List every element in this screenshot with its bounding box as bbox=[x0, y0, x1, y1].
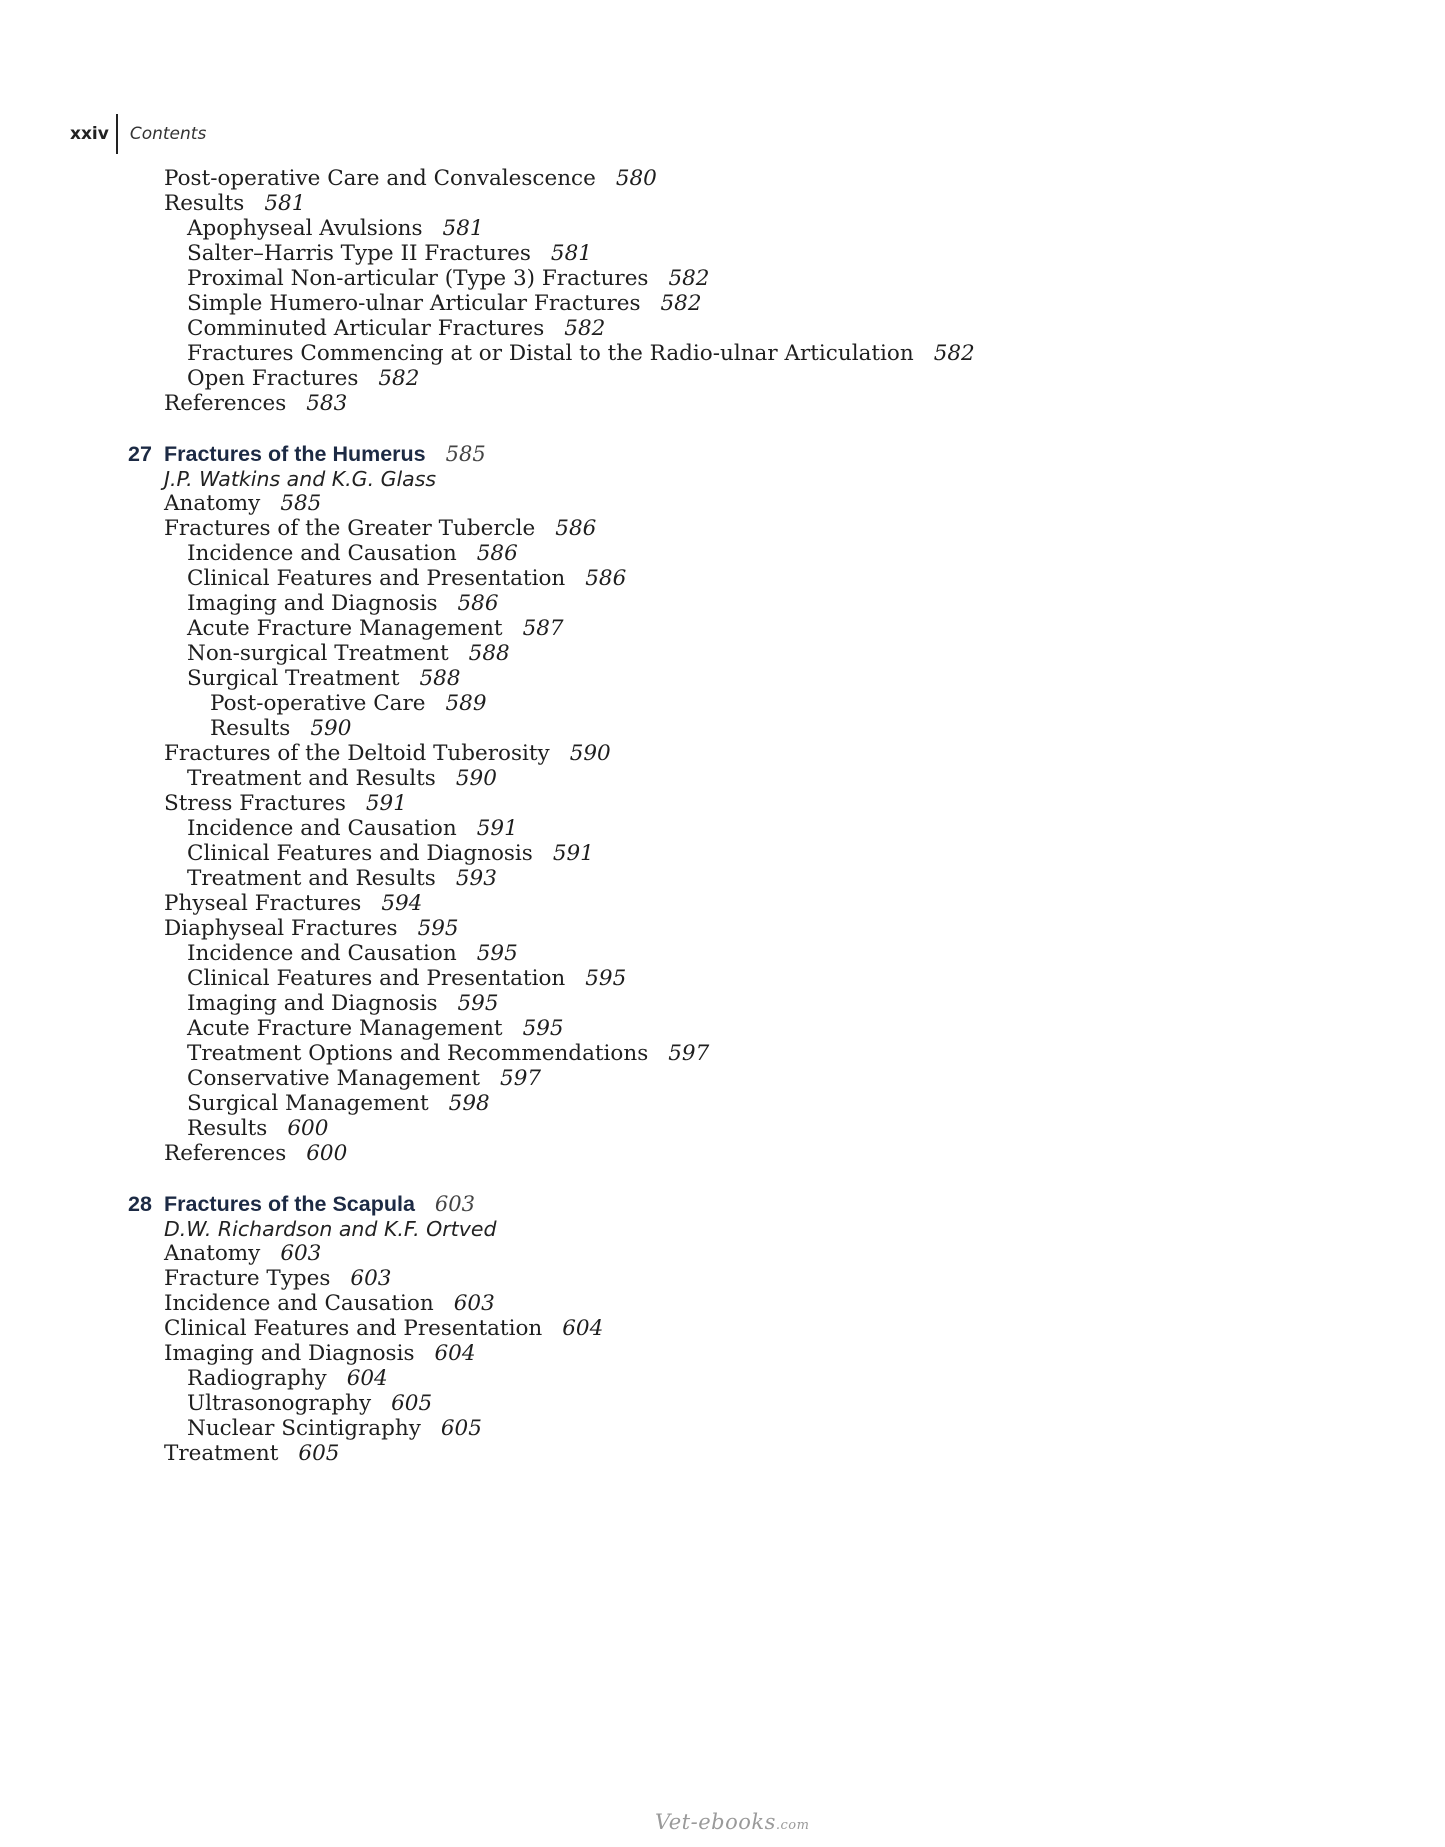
toc-entry[interactable]: Surgical Management 598 bbox=[187, 1091, 490, 1116]
chapter-title: Fractures of the Humerus bbox=[164, 442, 426, 466]
toc-entry[interactable]: Acute Fracture Management 595 bbox=[187, 1016, 564, 1041]
toc-entry[interactable]: Anatomy 585 bbox=[164, 491, 322, 516]
toc-entry[interactable]: Treatment Options and Recommendations 597 bbox=[187, 1041, 710, 1066]
toc-entry[interactable]: Physeal Fractures 594 bbox=[164, 891, 423, 916]
running-header bbox=[70, 114, 206, 154]
toc-entry[interactable]: Imaging and Diagnosis 586 bbox=[187, 591, 499, 616]
toc-entry[interactable]: Diaphyseal Fractures 595 bbox=[164, 916, 459, 941]
toc-entry[interactable]: Treatment 605 bbox=[164, 1441, 340, 1466]
toc-entry[interactable]: References 600 bbox=[164, 1141, 348, 1166]
toc-entry[interactable]: Clinical Features and Diagnosis 591 bbox=[187, 841, 594, 866]
toc-entry[interactable]: Incidence and Causation 591 bbox=[187, 816, 518, 841]
toc-entry[interactable]: Treatment and Results 593 bbox=[187, 866, 497, 891]
toc-entry[interactable]: Clinical Features and Presentation 604 bbox=[164, 1316, 604, 1341]
toc-entry[interactable]: Comminuted Articular Fractures 582 bbox=[187, 316, 606, 341]
toc-entry[interactable]: Stress Fractures 591 bbox=[164, 791, 407, 816]
toc-entry[interactable]: Fractures Commencing at or Distal to the Radio-ulnar Articulation 582 bbox=[187, 341, 975, 366]
page-number: xxiv bbox=[70, 124, 109, 144]
chapter-page: 585 bbox=[445, 442, 486, 466]
toc-entry[interactable]: Clinical Features and Presentation 595 bbox=[187, 966, 627, 991]
chapter-number: 27 bbox=[128, 442, 152, 466]
toc-entry[interactable]: Salter–Harris Type II Fractures 581 bbox=[187, 241, 592, 266]
toc-entry[interactable]: Fracture Types 603 bbox=[164, 1266, 392, 1291]
toc-entry[interactable]: Open Fractures 582 bbox=[187, 366, 420, 391]
toc-entry[interactable]: Results 581 bbox=[164, 191, 306, 216]
toc-entry[interactable]: Treatment and Results 590 bbox=[187, 766, 497, 791]
chapter-page: 603 bbox=[434, 1192, 475, 1216]
toc-entry[interactable]: Anatomy 603 bbox=[164, 1241, 322, 1266]
chapter-title: Fractures of the Scapula bbox=[164, 1192, 415, 1216]
chapter-number: 28 bbox=[128, 1192, 152, 1216]
toc-entry[interactable]: Nuclear Scintigraphy 605 bbox=[187, 1416, 482, 1441]
toc-entry[interactable]: Fractures of the Deltoid Tuberosity 590 bbox=[164, 741, 611, 766]
toc-entry[interactable]: Post-operative Care and Convalescence 580 bbox=[164, 166, 657, 191]
running-title: Contents bbox=[129, 124, 207, 144]
toc-entry[interactable]: References 583 bbox=[164, 391, 348, 416]
toc-entry[interactable]: Apophyseal Avulsions 581 bbox=[187, 216, 484, 241]
toc-entry[interactable]: Incidence and Causation 603 bbox=[164, 1291, 495, 1316]
toc-entry[interactable]: Conservative Management 597 bbox=[187, 1066, 542, 1091]
watermark-logo: Vet-ebooks.com bbox=[655, 1810, 810, 1834]
toc-entry[interactable]: Results 590 bbox=[210, 716, 352, 741]
chapter-authors: J.P. Watkins and K.G. Glass bbox=[164, 467, 437, 491]
toc-entry[interactable]: Surgical Treatment 588 bbox=[187, 666, 461, 691]
toc-entry[interactable]: Simple Humero-ulnar Articular Fractures 582 bbox=[187, 291, 702, 316]
toc-entry[interactable]: Results 600 bbox=[187, 1116, 329, 1141]
toc-entry[interactable]: Radiography 604 bbox=[187, 1366, 388, 1391]
toc-entry[interactable]: Acute Fracture Management 587 bbox=[187, 616, 564, 641]
toc-entry[interactable]: Incidence and Causation 595 bbox=[187, 941, 518, 966]
toc-entry[interactable]: Fractures of the Greater Tubercle 586 bbox=[164, 516, 597, 541]
toc-entry[interactable]: Ultrasonography 605 bbox=[187, 1391, 433, 1416]
toc-entry[interactable]: Incidence and Causation 586 bbox=[187, 541, 518, 566]
toc-entry[interactable]: Clinical Features and Presentation 586 bbox=[187, 566, 627, 591]
toc-entry[interactable]: Post-operative Care 589 bbox=[210, 691, 487, 716]
toc-entry[interactable]: Non-surgical Treatment 588 bbox=[187, 641, 510, 666]
header-divider bbox=[116, 114, 118, 154]
toc-entry[interactable]: Imaging and Diagnosis 595 bbox=[187, 991, 499, 1016]
toc-entry[interactable]: Proximal Non-articular (Type 3) Fractures 582 bbox=[187, 266, 710, 291]
toc-entry[interactable]: Imaging and Diagnosis 604 bbox=[164, 1341, 476, 1366]
chapter-authors: D.W. Richardson and K.F. Ortved bbox=[164, 1217, 497, 1241]
